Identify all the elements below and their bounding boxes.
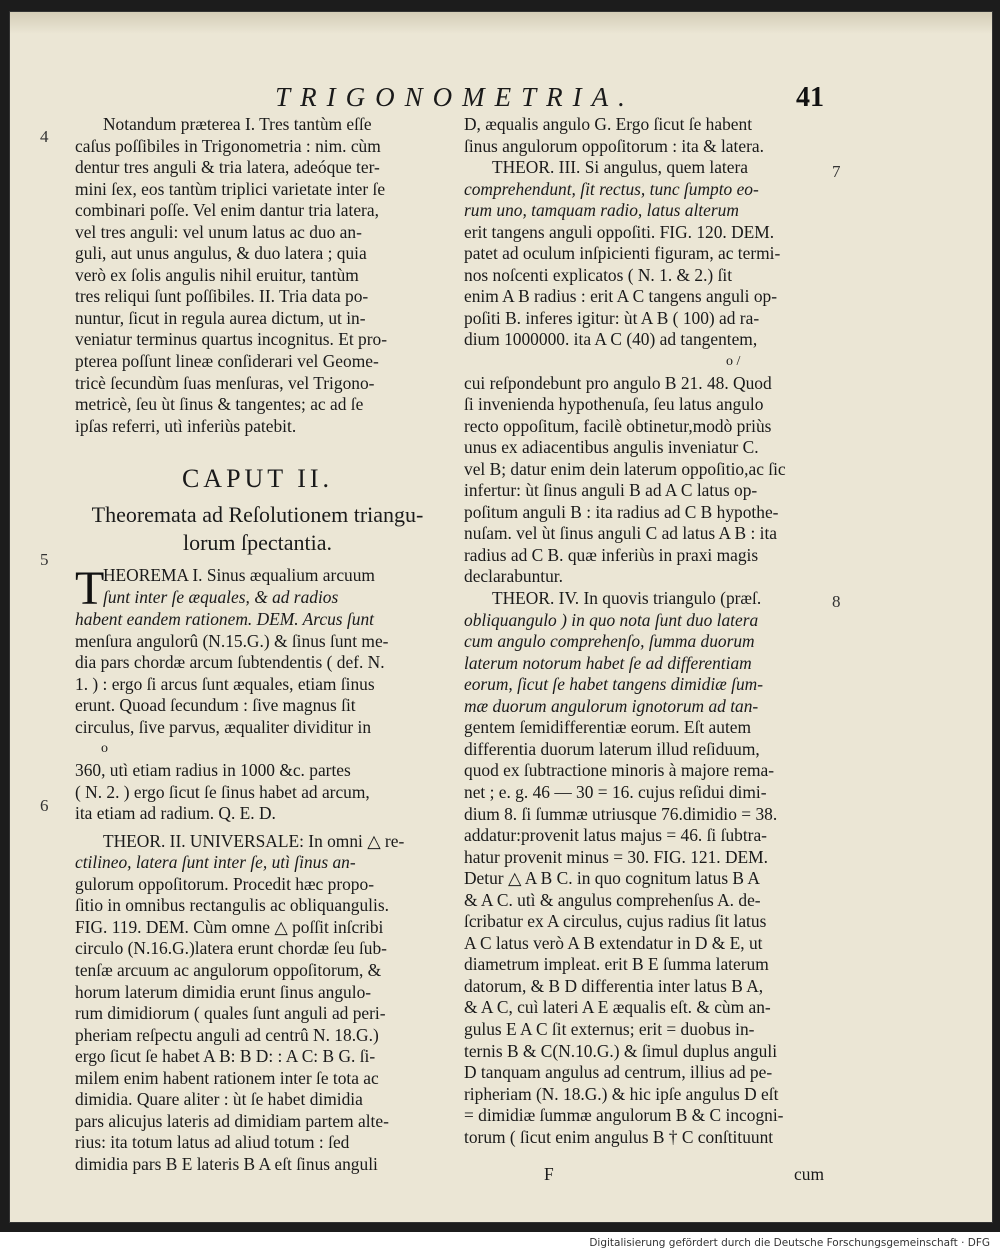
text-line: D tanquam angulus ad centrum, illius ad pe- — [464, 1062, 773, 1083]
text-line: gulorum oppoſitorum. Procedit hæc propo- — [75, 873, 374, 894]
text-line: ergo ſicut ſe habet A B: B D: : A C: B G. ſi- — [75, 1046, 376, 1067]
catchword: cum — [794, 1164, 824, 1185]
text-line: ita etiam ad radium. Q. E. D. — [75, 803, 276, 824]
text-line: laterum notorum habet ſe ad differentiam — [464, 652, 752, 673]
signature-mark: F — [544, 1164, 554, 1185]
text-line: A C latus verò A B extendatur in D & E, ut — [464, 932, 763, 953]
text-line: rius: ita totum latus ad aliud totum : ſed — [75, 1132, 350, 1153]
text-line: torum ( ſicut enim angulus B † C conſtituunt — [464, 1126, 774, 1147]
text-line: hatur provenit minus = 30. FIG. 121. DEM. — [464, 846, 768, 867]
text-line: Notandum præterea I. Tres tantùm eſſe — [103, 114, 372, 134]
chapter-title: CAPUT II. — [181, 464, 334, 494]
degree-mark: o / — [726, 354, 741, 370]
text-line: dentur tres anguli & tria latera, adeóque ter- — [75, 157, 380, 178]
text-line: caſus poſſibiles in Trigonometria : nim. cùm — [75, 135, 381, 156]
margin-note: 8 — [832, 592, 841, 611]
text-line: dimidia. Quare aliter : ùt ſe habet dimidia — [75, 1089, 363, 1110]
text-line: ctilineo, latera ſunt inter ſe, utì ſinus an- — [75, 852, 356, 873]
text-line: THEOR. II. UNIVERSALE: In omni △ re- — [103, 830, 405, 851]
margin-note: 6 — [40, 796, 49, 815]
text-line: horum laterum dimidia erunt ſinus angulo- — [75, 981, 372, 1002]
text-line: circulo (N.16.G.)latera erunt chordæ ſeu ſub- — [75, 938, 387, 959]
text-line: FIG. 119. DEM. Cùm omne △ poſſit inſcribi — [75, 916, 384, 937]
text-line: eorum, ſicut ſe habet tangens dimidiæ ſum- — [464, 674, 763, 695]
text-line: radius ad C B. quæ inferiùs in praxi magis — [464, 544, 759, 565]
text-line: poſitum anguli B : ita radius ad C B hypothe- — [464, 501, 779, 522]
text-line: ( N. 2. ) ergo ſicut ſe ſinus habet ad arcum, — [75, 781, 370, 802]
text-line: mini ſex, eos tantùm triplici varietate inter ſe — [75, 178, 386, 199]
text-line: Detur △ A B C. in quo cognitum latus B A — [464, 868, 760, 889]
left-column — [75, 114, 440, 1175]
text-line: pheriam reſpectu anguli ad centrû N. 18.G.) — [75, 1024, 379, 1045]
margin-note: 7 — [832, 162, 841, 181]
text-line: gentem ſemidifferentiæ eorum. Eſt autem — [464, 717, 752, 738]
text-line: ipſas referri, utì inferiùs patebit. — [75, 415, 297, 436]
text-line: enim A B radius : erit A C tangens anguli op- — [464, 286, 778, 307]
text-line: declarabuntur. — [464, 566, 563, 587]
text-line: gulus E A C ſit externus; erit = duobus in- — [464, 1018, 755, 1039]
text-line: vel B; datur enim dein laterum oppoſitio,ac ſic — [464, 458, 786, 479]
text-line: nos noſcenti explicatos ( N. 1. & 2.) ſit — [464, 264, 733, 285]
text-line: THEOR. III. Si angulus, quem latera — [492, 157, 748, 178]
margin-note: 4 — [40, 127, 49, 146]
text-line: poſiti B. inferes igitur: ùt A B ( 100) ad ra- — [464, 307, 760, 328]
text-line: 360, utì etiam radius in 1000 &c. partes — [75, 760, 351, 781]
text-line: tenſæ arcuum ac angulorum oppoſitorum, & — [75, 959, 382, 980]
text-line: cui reſpondebunt pro angulo B 21. 48. Quod — [464, 372, 772, 393]
theorem-2 — [75, 831, 440, 1176]
text-line: 1. ) : ergo ſi arcus ſunt æquales, etiam ſinus — [75, 673, 375, 694]
text-line: diametrum impleat. erit B E ſumma laterum — [464, 954, 769, 975]
text-line: differentia duorum laterum illud reſiduum, — [464, 738, 760, 759]
text-line: rum dimidiorum ( quales ſunt anguli ad peri- — [75, 1003, 386, 1024]
margin-note: 5 — [40, 550, 49, 569]
text-line: milem enim habent rationem inter ſe tota ac — [75, 1067, 379, 1088]
text-line: obliquangulo ) in quo nota ſunt duo latera — [464, 609, 759, 630]
chapter-subtitle: lorum ſpectantia. — [182, 530, 333, 556]
text-line: cum angulo comprehenſo, ſumma duorum — [464, 631, 755, 652]
text-line: addatur:provenit latus majus = 46. ſi ſubtra- — [464, 825, 767, 846]
digitization-footer — [0, 1232, 1000, 1257]
text-line: unus ex adiacentibus angulis inveniatur C. — [464, 437, 759, 458]
text-line: rum uno, tamquam radio, latus alterum — [464, 200, 739, 221]
text-line: quod ex ſubtractione minoris à majore rema- — [464, 760, 775, 781]
text-line: combinari poſſe. Vel enim dantur tria latera, — [75, 200, 379, 221]
text-line: recto oppoſitum, facilè obtinetur,modò priùs — [464, 415, 772, 436]
text-line: ſi invenienda hypothenuſa, ſeu latus angulo — [464, 394, 764, 415]
text-line: ſcribatur ex A circulus, cujus radius ſit latus — [464, 911, 767, 932]
text-line: datorum, & B D differentia inter latus B A, — [464, 975, 764, 996]
text-line: THEOR. IV. In quovis triangulo (præſ. — [492, 588, 762, 609]
text-line: erunt. Quoad ſecundum : ſive magnus ſit — [75, 695, 356, 716]
running-title: TRIGONOMETRIA. — [275, 82, 635, 112]
chapter-subtitle: Theoremata ad Reſolutionem triangu- — [91, 502, 424, 528]
text-line: comprehendunt, ſit rectus, tunc ſumpto eo- — [464, 178, 759, 199]
text-line: guli, aut unus angulus, & duo latera ; quia — [75, 243, 367, 264]
text-line: verò ex ſolis angulis nihil eruitur, tantùm — [75, 264, 359, 285]
text-line: metricè, ſeu ùt ſinus & tangentes; ac ad ſe — [75, 394, 364, 415]
text-line: ſunt inter ſe æquales, & ad radios — [103, 586, 339, 607]
text-line: vel tres anguli: vel unum latus ac duo an- — [75, 221, 362, 242]
text-line: ternis B & C(N.10.G.) & ſimul duplus anguli — [464, 1040, 778, 1061]
book-page — [10, 12, 992, 1222]
text-line: habent eandem rationem. DEM. Arcus ſunt — [75, 609, 374, 630]
text-line: ripheriam (N. 18.G.) & hic ipſe angulus D eſt — [464, 1083, 779, 1104]
signature-line — [464, 1148, 824, 1185]
text-line: infertur: ùt ſinus anguli B ad A C latus op- — [464, 480, 758, 501]
text-line: ſitio in omnibus rectangulis ac obliquangulis. — [75, 895, 389, 916]
footer-credit: Digitalisierung gefördert durch die Deutsche Forschungsgemeinschaft · DFG — [589, 1237, 990, 1249]
drop-cap: T — [75, 562, 105, 616]
text-line: veniatur terminus quartus incognitus. Et pro- — [75, 329, 388, 350]
text-line: HEOREMA I. Sinus æqualium arcuum — [103, 565, 375, 586]
text-line: nuſam. vel ùt ſinus anguli C ad latus A B : ita — [464, 523, 778, 544]
text-line: D, æqualis angulo G. Ergo ſicut ſe habent — [464, 114, 753, 134]
text-line: tres reliqui ſunt poſſibiles. II. Tria data po- — [75, 286, 369, 307]
right-column — [464, 114, 824, 1185]
text-line: dimidia pars B E lateris B A eſt ſinus anguli — [75, 1153, 378, 1174]
text-line: circulus, ſive parvus, æqualiter dividitur in — [75, 716, 372, 737]
text-line: ſinus angulorum oppoſitorum : ita & latera. — [464, 135, 764, 156]
theorem-1 — [75, 562, 440, 824]
text-line: dia pars chordæ arcum ſubtendentis ( def. N. — [75, 652, 385, 673]
text-line: menſura angulorû (N.15.G.) & ſinus ſunt me- — [75, 630, 389, 651]
text-line: dium 8. ſi ſummæ utriusque 76.dimidio = 38. — [464, 803, 778, 824]
text-line: = dimidiæ ſummæ angulorum B & C incogni- — [464, 1105, 784, 1126]
text-line: & A C, cuì lateri A E æqualis eſt. & cùm an- — [464, 997, 771, 1018]
text-line: pterea poſſunt lineæ conſiderari vel Geome- — [75, 351, 379, 372]
text-line: dium 1000000. ita A C (40) ad tangentem, — [464, 329, 758, 350]
text-line: mæ duorum angulorum ignotorum ad tan- — [464, 695, 759, 716]
text-line: tricè ſecundùm ſuas menſuras, vel Trigono- — [75, 372, 375, 393]
text-line: & A C. utì & angulus comprehenſus A. de- — [464, 889, 761, 910]
text-line: patet ad oculum inſpicienti figuram, ac termi- — [464, 243, 781, 264]
text-line: nuntur, ſicut in regula aurea dictum, ut in- — [75, 307, 366, 328]
text-line: erit tangens anguli oppoſiti. FIG. 120. DEM. — [464, 221, 775, 242]
text-line: net ; e. g. 46 — 30 = 16. cujus reſidui dimi- — [464, 781, 767, 802]
degree-mark: o — [101, 741, 108, 757]
text-line: pars alicujus lateris ad dimidiam partem alte- — [75, 1110, 389, 1131]
page-number: 41 — [796, 82, 824, 113]
